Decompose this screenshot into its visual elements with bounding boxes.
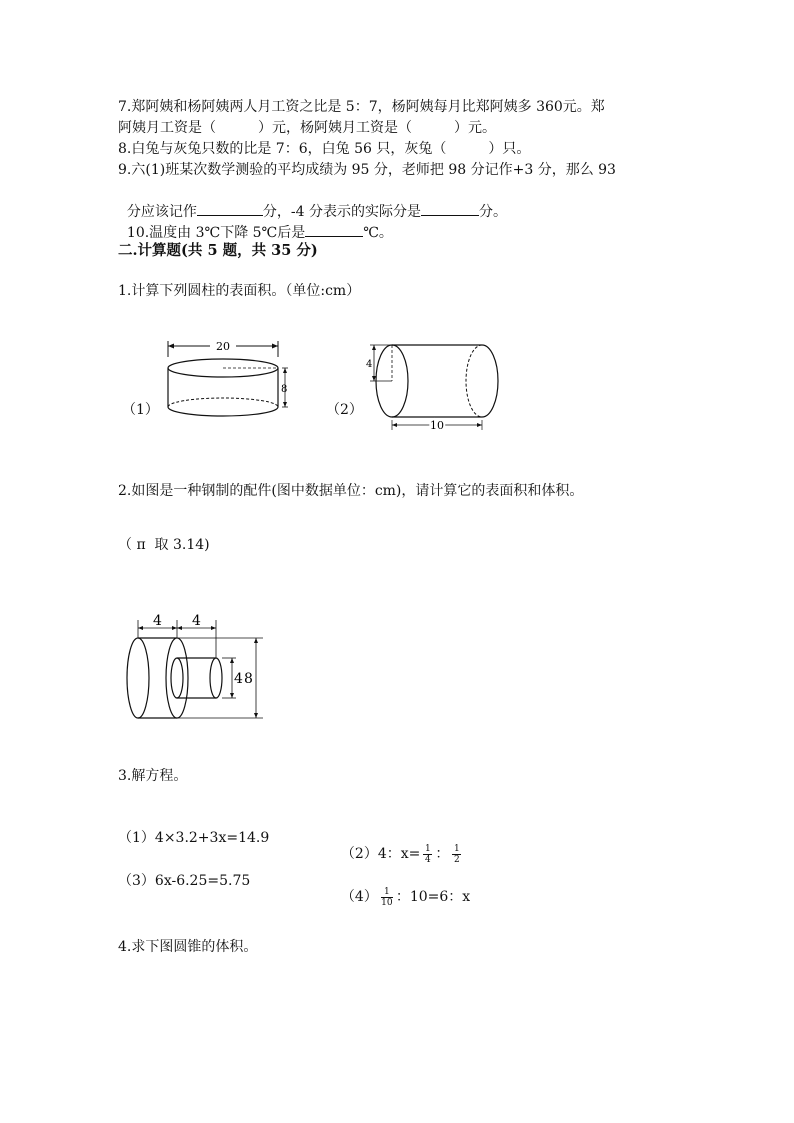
calc-question-3: 3.解方程。: [118, 768, 188, 784]
question-9-line-1: 9.六(1)班某次数学测验的平均成绩为 95 分，老师把 98 分记作+3 分，那么 93: [118, 162, 616, 178]
part-length-2-label: 4: [192, 613, 201, 629]
calc-question-1: 1.计算下列圆柱的表面积。（单位:cm）: [118, 283, 361, 299]
fraction: [381, 887, 393, 908]
fraction-numerator: 1: [424, 843, 431, 854]
fraction: [452, 844, 461, 865]
calc-question-2: 2.如图是一种钢制的配件(图中数据单位：cm)，请计算它的表面积和体积。: [118, 483, 584, 499]
answer-blank[interactable]: [305, 222, 363, 237]
fraction-numerator: 1: [383, 886, 390, 897]
calc-question-4: 4.求下图圆锥的体积。: [118, 939, 258, 955]
part-inner-diameter-label: 4: [234, 671, 243, 687]
figure-2-length-label: 10: [430, 419, 444, 432]
question-10: [118, 202, 393, 243]
question-7-line-1: 7.郑阿姨和杨阿姨两人月工资之比是 5：7，杨阿姨每月比郑阿姨多 360元。郑: [118, 99, 605, 115]
ratio-colon: ：: [435, 846, 450, 862]
equation-4-suffix: ：10=6：x: [395, 889, 471, 905]
fraction-denominator: 2: [453, 854, 460, 865]
equation-4: [332, 870, 470, 908]
figure-1-height-label: 8: [281, 384, 288, 395]
equation-2-prefix: （2）4：x=: [340, 846, 421, 862]
figure-2-label: （2）: [326, 402, 363, 418]
steel-part-figure: [118, 610, 278, 725]
fraction-denominator: 10: [381, 897, 393, 908]
question-9-text-c: 分。: [479, 204, 507, 220]
question-8: 8.白兔与灰兔只数的比是 7：6，白兔 56 只，灰兔（ ）只。: [118, 141, 531, 157]
part-outer-diameter-label: 8: [244, 671, 253, 687]
section-title: 二.计算题(共 5 题，共 35 分): [118, 242, 318, 259]
fraction-numerator: 1: [453, 843, 460, 854]
figure-2-radius-label: 4: [366, 359, 373, 370]
part-length-1-label: 4: [153, 613, 162, 629]
question-9-text-a: 分应该记作: [126, 204, 197, 220]
equation-3: （3）6x-6.25=5.75: [118, 873, 251, 889]
question-7-line-2: 阿姨月工资是（ ）元，杨阿姨月工资是（ ）元。: [118, 120, 496, 136]
question-9-text-b: 分，-4 分表示的实际分是: [262, 204, 421, 220]
figure-1-label: （1）: [122, 402, 159, 418]
figure-1-width-label: 20: [216, 340, 230, 353]
calc-question-2-pi-note: （ π 取 3.14): [118, 537, 210, 553]
cylinder-figure-1: [160, 335, 300, 435]
question-10-text-a: 10.温度由 3℃下降 5℃后是: [126, 225, 306, 241]
fraction-denominator: 4: [424, 854, 431, 865]
fraction: [423, 844, 432, 865]
equation-2: [332, 827, 464, 865]
question-10-text-b: ℃。: [363, 225, 393, 241]
equation-1: （1）4×3.2+3x=14.9: [118, 830, 270, 846]
equation-4-prefix: （4）: [340, 889, 378, 905]
answer-blank[interactable]: [421, 201, 479, 216]
cylinder-figure-2: [362, 338, 507, 438]
